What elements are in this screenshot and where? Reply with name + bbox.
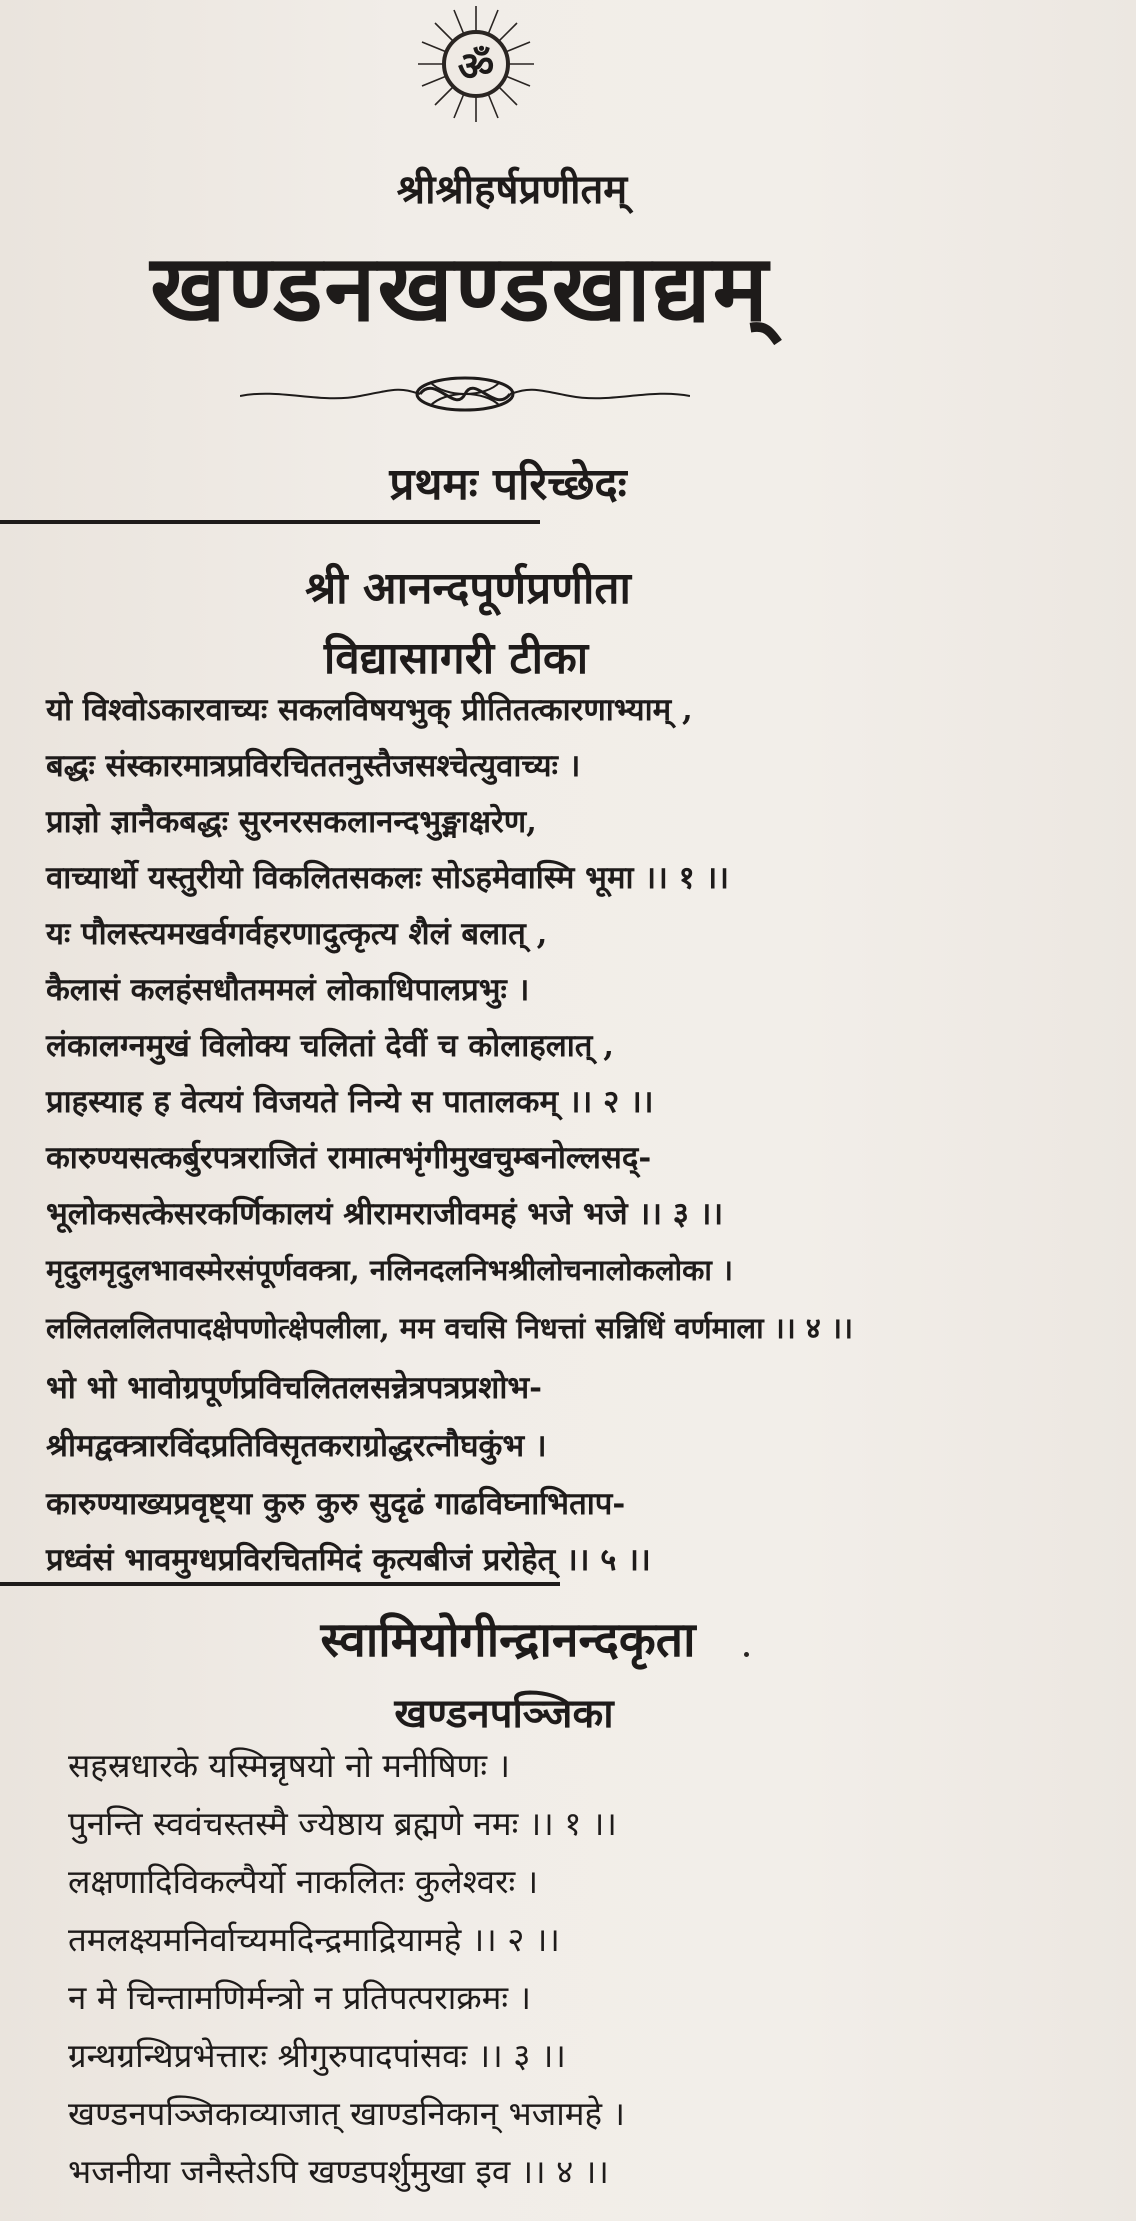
panjika-commentator-heading: स्वामियोगीन्द्रानन्दकृता bbox=[320, 1612, 696, 1668]
verse-line: यः पौलस्त्यमखर्वगर्वहरणादुत्कृत्य शैलं बलात् , bbox=[46, 916, 548, 952]
book-title: खण्डनखण्डखाद्यम् bbox=[150, 234, 770, 342]
om-sunburst-icon bbox=[408, 4, 544, 124]
verse-line: पुनन्ति स्ववंचस्तस्मै ज्येष्ठाय ब्रह्मणे नमः ।। १ ।। bbox=[68, 1804, 617, 1843]
commentator-heading: श्री आनन्दपूर्णप्रणीता bbox=[305, 563, 631, 614]
verse-line: श्रीमद्वक्त्रारविंदप्रतिविसृतकराग्रोद्धरत्नौघकुंभ । bbox=[46, 1428, 547, 1464]
verse-line: कैलासं कलहंसधौतममलं लोकाधिपालप्रभुः । bbox=[46, 972, 530, 1008]
author-line: श्रीश्रीहर्षप्रणीतम् bbox=[396, 166, 628, 213]
verse-line: सहस्रधारके यस्मिन्नृषयो नो मनीषिणः । bbox=[68, 1746, 511, 1785]
verse-line: न मे चिन्तामणिर्मन्त्रो न प्रतिपत्पराक्रमः । bbox=[68, 1978, 532, 2017]
verse-line: ग्रन्थग्रन्थिप्रभेत्तारः श्रीगुरुपादपांसवः ।। ३ ।। bbox=[68, 2036, 566, 2075]
verse-line: भजनीया जनैस्तेऽपि खण्डपर्शुमुखा इव ।। ४ ।। bbox=[68, 2152, 609, 2191]
verse-line: भूलोकसत्केसरकर्णिकालयं श्रीरामराजीवमहं भजे भजे ।। ३ ।। bbox=[46, 1196, 724, 1232]
verse-line: कारुण्यसत्कर्बुरपत्रराजितं रामात्मभृंगीमुखचुम्बनोल्लसद्- bbox=[46, 1140, 652, 1176]
verse-line: तमलक्ष्यमनिर्वाच्यमदिन्द्रमाद्रियामहे ।। २ ।। bbox=[68, 1920, 560, 1959]
panjika-heading: खण्डनपञ्जिका bbox=[394, 1690, 614, 1737]
verse-line: ललितललितपादक्षेपणोत्क्षेपलीला, मम वचसि निधत्तां सन्निधिं वर्णमाला ।। ४ ।। bbox=[46, 1311, 853, 1345]
ink-speck bbox=[744, 1652, 749, 1657]
verse-line: प्राहस्याह ह वेत्ययं विजयते निन्ये स पातालकम् ।। २ ।। bbox=[46, 1084, 654, 1120]
om-glyph: ॐ bbox=[457, 44, 495, 90]
verse-line: भो भो भावोग्रपूर्णप्रविचलितलसन्नेत्रपत्रप्रशोभ- bbox=[46, 1370, 543, 1406]
verse-line: यो विश्वोऽकारवाच्यः सकलविषयभुक् प्रीतितत्कारणाभ्याम् , bbox=[46, 692, 693, 728]
verse-line: मृदुलमृदुलभावस्मेरसंपूर्णवक्त्रा, नलिनदलनिभश्रीलोचनालोकलोका । bbox=[46, 1253, 733, 1287]
ornament-divider-icon bbox=[240, 368, 690, 418]
tika-heading: विद्यासागरी टीका bbox=[323, 633, 589, 684]
verse-line: प्रध्वंसं भावमुग्धप्रविरचितमिदं कृत्यबीजं प्ररोहेत् ।। ५ ।। bbox=[46, 1542, 651, 1578]
verse-line: लक्षणादिविकल्पैर्यो नाकलितः कुलेश्वरः । bbox=[68, 1862, 539, 1901]
verse-line: प्राज्ञो ज्ञानैकबद्धः सुरनरसकलानन्दभुङ्माक्षरेण, bbox=[46, 804, 537, 840]
verse-line: कारुण्याख्यप्रवृष्ट्या कुरु कुरु सुदृढं गाढविघ्नाभिताप- bbox=[46, 1486, 626, 1522]
chapter-heading: प्रथमः परिच्छेदः bbox=[389, 459, 627, 510]
section-divider bbox=[0, 1582, 560, 1586]
verse-line: खण्डनपञ्जिकाव्याजात् खाण्डनिकान् भजामहे । bbox=[68, 2094, 626, 2133]
verse-line: वाच्यार्थो यस्तुरीयो विकलितसकलः सोऽहमेवास्मि भूमा ।। १ ।। bbox=[46, 860, 730, 896]
section-divider bbox=[0, 520, 540, 524]
verse-line: लंकालग्नमुखं विलोक्य चलितां देवीं च कोलाहलात् , bbox=[46, 1028, 615, 1064]
verse-line: बद्धः संस्कारमात्रप्रविरचिततनुस्तैजसश्चेत्युवाच्यः । bbox=[46, 748, 581, 784]
